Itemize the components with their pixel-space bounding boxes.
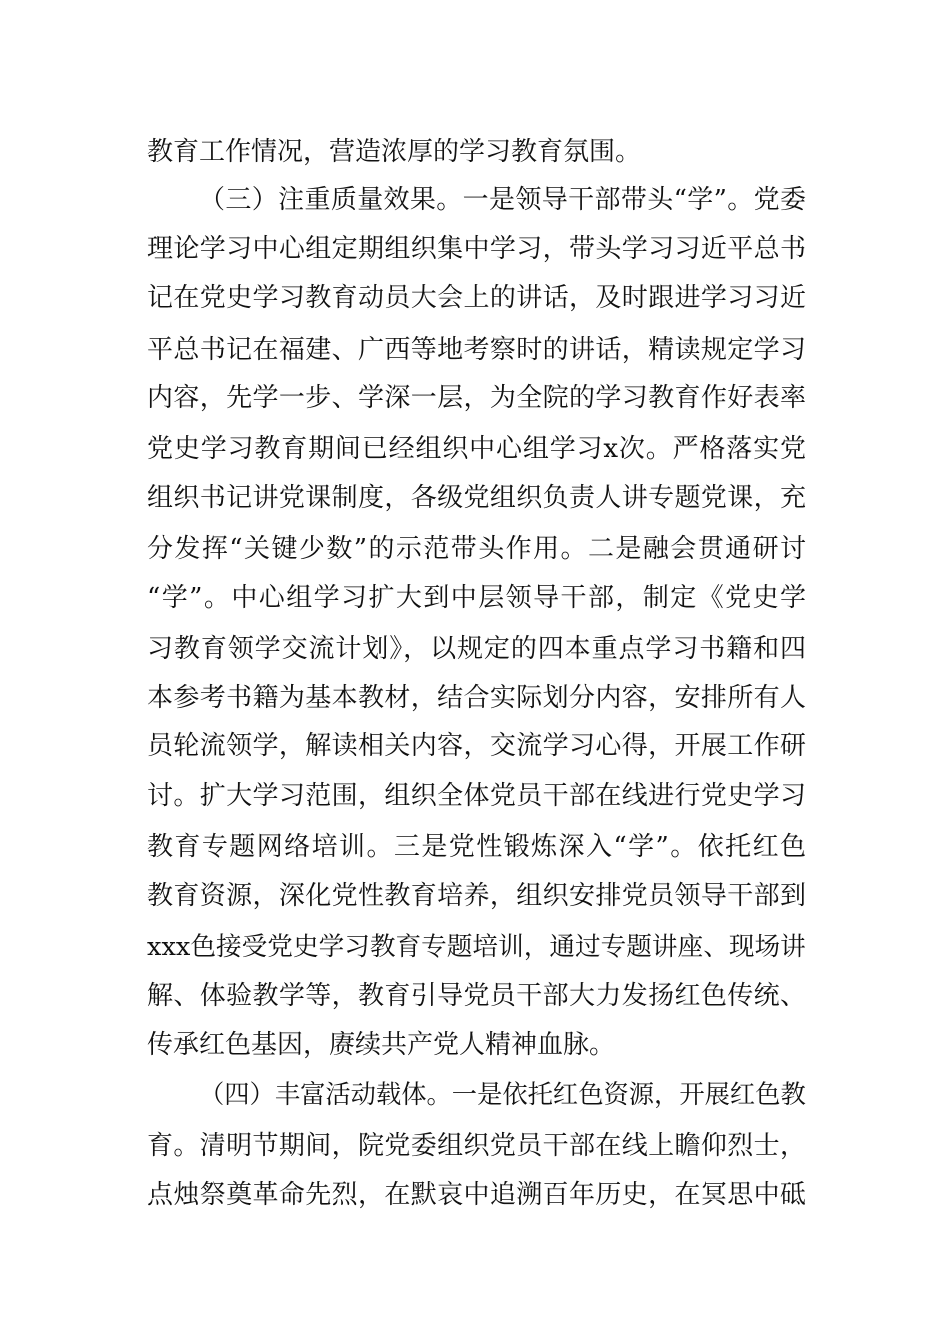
text-line: 点烛祭奠革命先烈，在默哀中追溯百年历史，在冥思中砥 xyxy=(147,1180,807,1210)
text-line: 解、体验教学等，教育引导党员干部大力发扬红色传统、 xyxy=(147,981,807,1011)
text-line: 习教育领学交流计划》，以规定的四本重点学习书籍和四 xyxy=(147,634,807,664)
text-line: 理论学习中心组定期组织集中学习，带头学习习近平总书 xyxy=(147,234,807,264)
text-line: 记在党史学习教育动员大会上的讲话，及时跟进学习习近 xyxy=(147,283,807,313)
text-line: xxx色接受党史学习教育专题培训，通过专题讲座、现场讲 xyxy=(147,932,806,962)
text-line: 教育工作情况，营造浓厚的学习教育氛围。 xyxy=(147,137,642,167)
text-line: 组织书记讲党课制度，各级党组织负责人讲专题党课，充 xyxy=(147,483,807,513)
text-line: 员轮流领学，解读相关内容，交流学习心得，开展工作研 xyxy=(147,731,807,761)
text-line: 讨。扩大学习范围，组织全体党员干部在线进行党史学习 xyxy=(147,781,807,811)
text-line: 平总书记在福建、广西等地考察时的讲话，精读规定学习 xyxy=(147,335,807,365)
text-line: （三）注重质量效果。一是领导干部带头“学”。党委 xyxy=(199,185,807,215)
text-line: 内容，先学一步、学深一层，为全院的学习教育作好表率 xyxy=(147,383,807,413)
text-line: 本参考书籍为基本教材，结合实际划分内容，安排所有人 xyxy=(147,683,807,713)
text-line: 传承红色基因，赓续共产党人精神血脉。 xyxy=(147,1030,616,1060)
text-line: “学”。中心组学习扩大到中层领导干部，制定《党史学 xyxy=(147,583,808,613)
text-line: 分发挥“关键少数”的示范带头作用。二是融会贯通研讨 xyxy=(147,534,808,564)
text-line: 育。清明节期间，院党委组织党员干部在线上瞻仰烈士， xyxy=(147,1131,807,1161)
text-line: （四）丰富活动载体。一是依托红色资源，开展红色教 xyxy=(199,1080,806,1109)
text-line: 党史学习教育期间已经组织中心组学习x次。严格落实党 xyxy=(147,434,807,464)
text-line: 教育资源，深化党性教育培养，组织安排党员领导干部到 xyxy=(147,881,807,911)
text-line: 教育专题网络培训。三是党性锻炼深入“学”。依托红色 xyxy=(147,832,808,862)
